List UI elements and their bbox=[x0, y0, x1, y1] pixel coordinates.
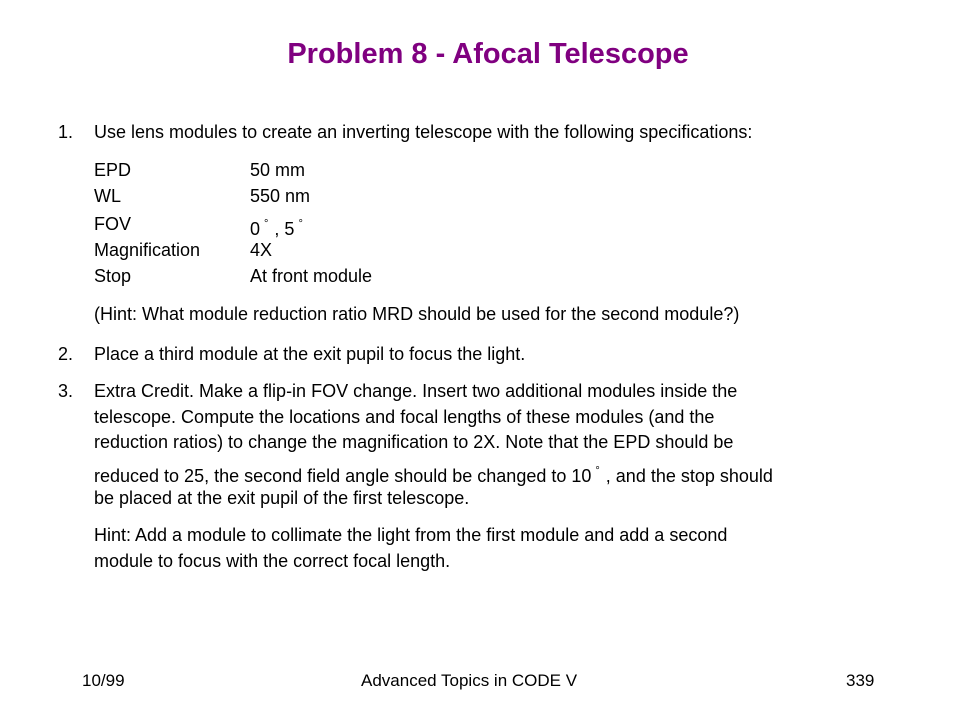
item-text-1: Use lens modules to create an inverting telescope with the following specifications: bbox=[94, 122, 753, 142]
item-number-2: 2. bbox=[58, 344, 74, 364]
spec-label-wl: WL bbox=[94, 186, 121, 206]
item-number-3: 3. bbox=[58, 381, 74, 401]
degree-symbol: ° bbox=[298, 218, 303, 230]
degree-symbol: ° bbox=[264, 218, 269, 230]
spec-value-wl: 550 nm bbox=[250, 186, 311, 206]
item-text-2: Place a third module at the exit pupil to focus the light. bbox=[94, 344, 526, 364]
item-text-3-line-3: reduction ratios) to change the magnification to 2X. Note that the EPD should be bbox=[94, 432, 734, 452]
footer-date: 10/99 bbox=[82, 671, 125, 690]
page-title: Problem 8 - Afocal Telescope bbox=[287, 38, 689, 70]
item-text-3-line-1: Extra Credit. Make a flip-in FOV change. Insert two additional modules inside the bbox=[94, 381, 738, 401]
spec-value-magnification: 4X bbox=[250, 240, 273, 260]
item-number-1: 1. bbox=[58, 122, 74, 142]
spec-value-fov: 0 ° , 5 ° bbox=[250, 218, 303, 239]
footer-page-number: 339 bbox=[846, 671, 875, 690]
item-text-3-line-5: be placed at the exit pupil of the first telescope. bbox=[94, 488, 470, 508]
spec-label-magnification: Magnification bbox=[94, 240, 201, 260]
item-text-3-line-4: reduced to 25, the second field angle should be changed to 10 ° , and the stop should bbox=[94, 465, 773, 486]
spec-value-epd: 50 mm bbox=[250, 160, 306, 180]
hint-1: (Hint: What module reduction ratio MRD should be used for the second module?) bbox=[94, 304, 740, 324]
item-text-3-line-2: telescope. Compute the locations and focal lengths of these modules (and the bbox=[94, 407, 715, 427]
degree-symbol: ° bbox=[595, 465, 600, 477]
hint-2-line-2: module to focus with the correct focal length. bbox=[94, 551, 451, 571]
hint-2-line-1: Hint: Add a module to collimate the light from the first module and add a second bbox=[94, 525, 728, 545]
footer-course-title: Advanced Topics in CODE V bbox=[361, 671, 578, 690]
spec-label-epd: EPD bbox=[94, 160, 132, 180]
spec-value-stop: At front module bbox=[250, 266, 373, 286]
spec-label-stop: Stop bbox=[94, 266, 132, 286]
spec-label-fov: FOV bbox=[94, 214, 132, 234]
